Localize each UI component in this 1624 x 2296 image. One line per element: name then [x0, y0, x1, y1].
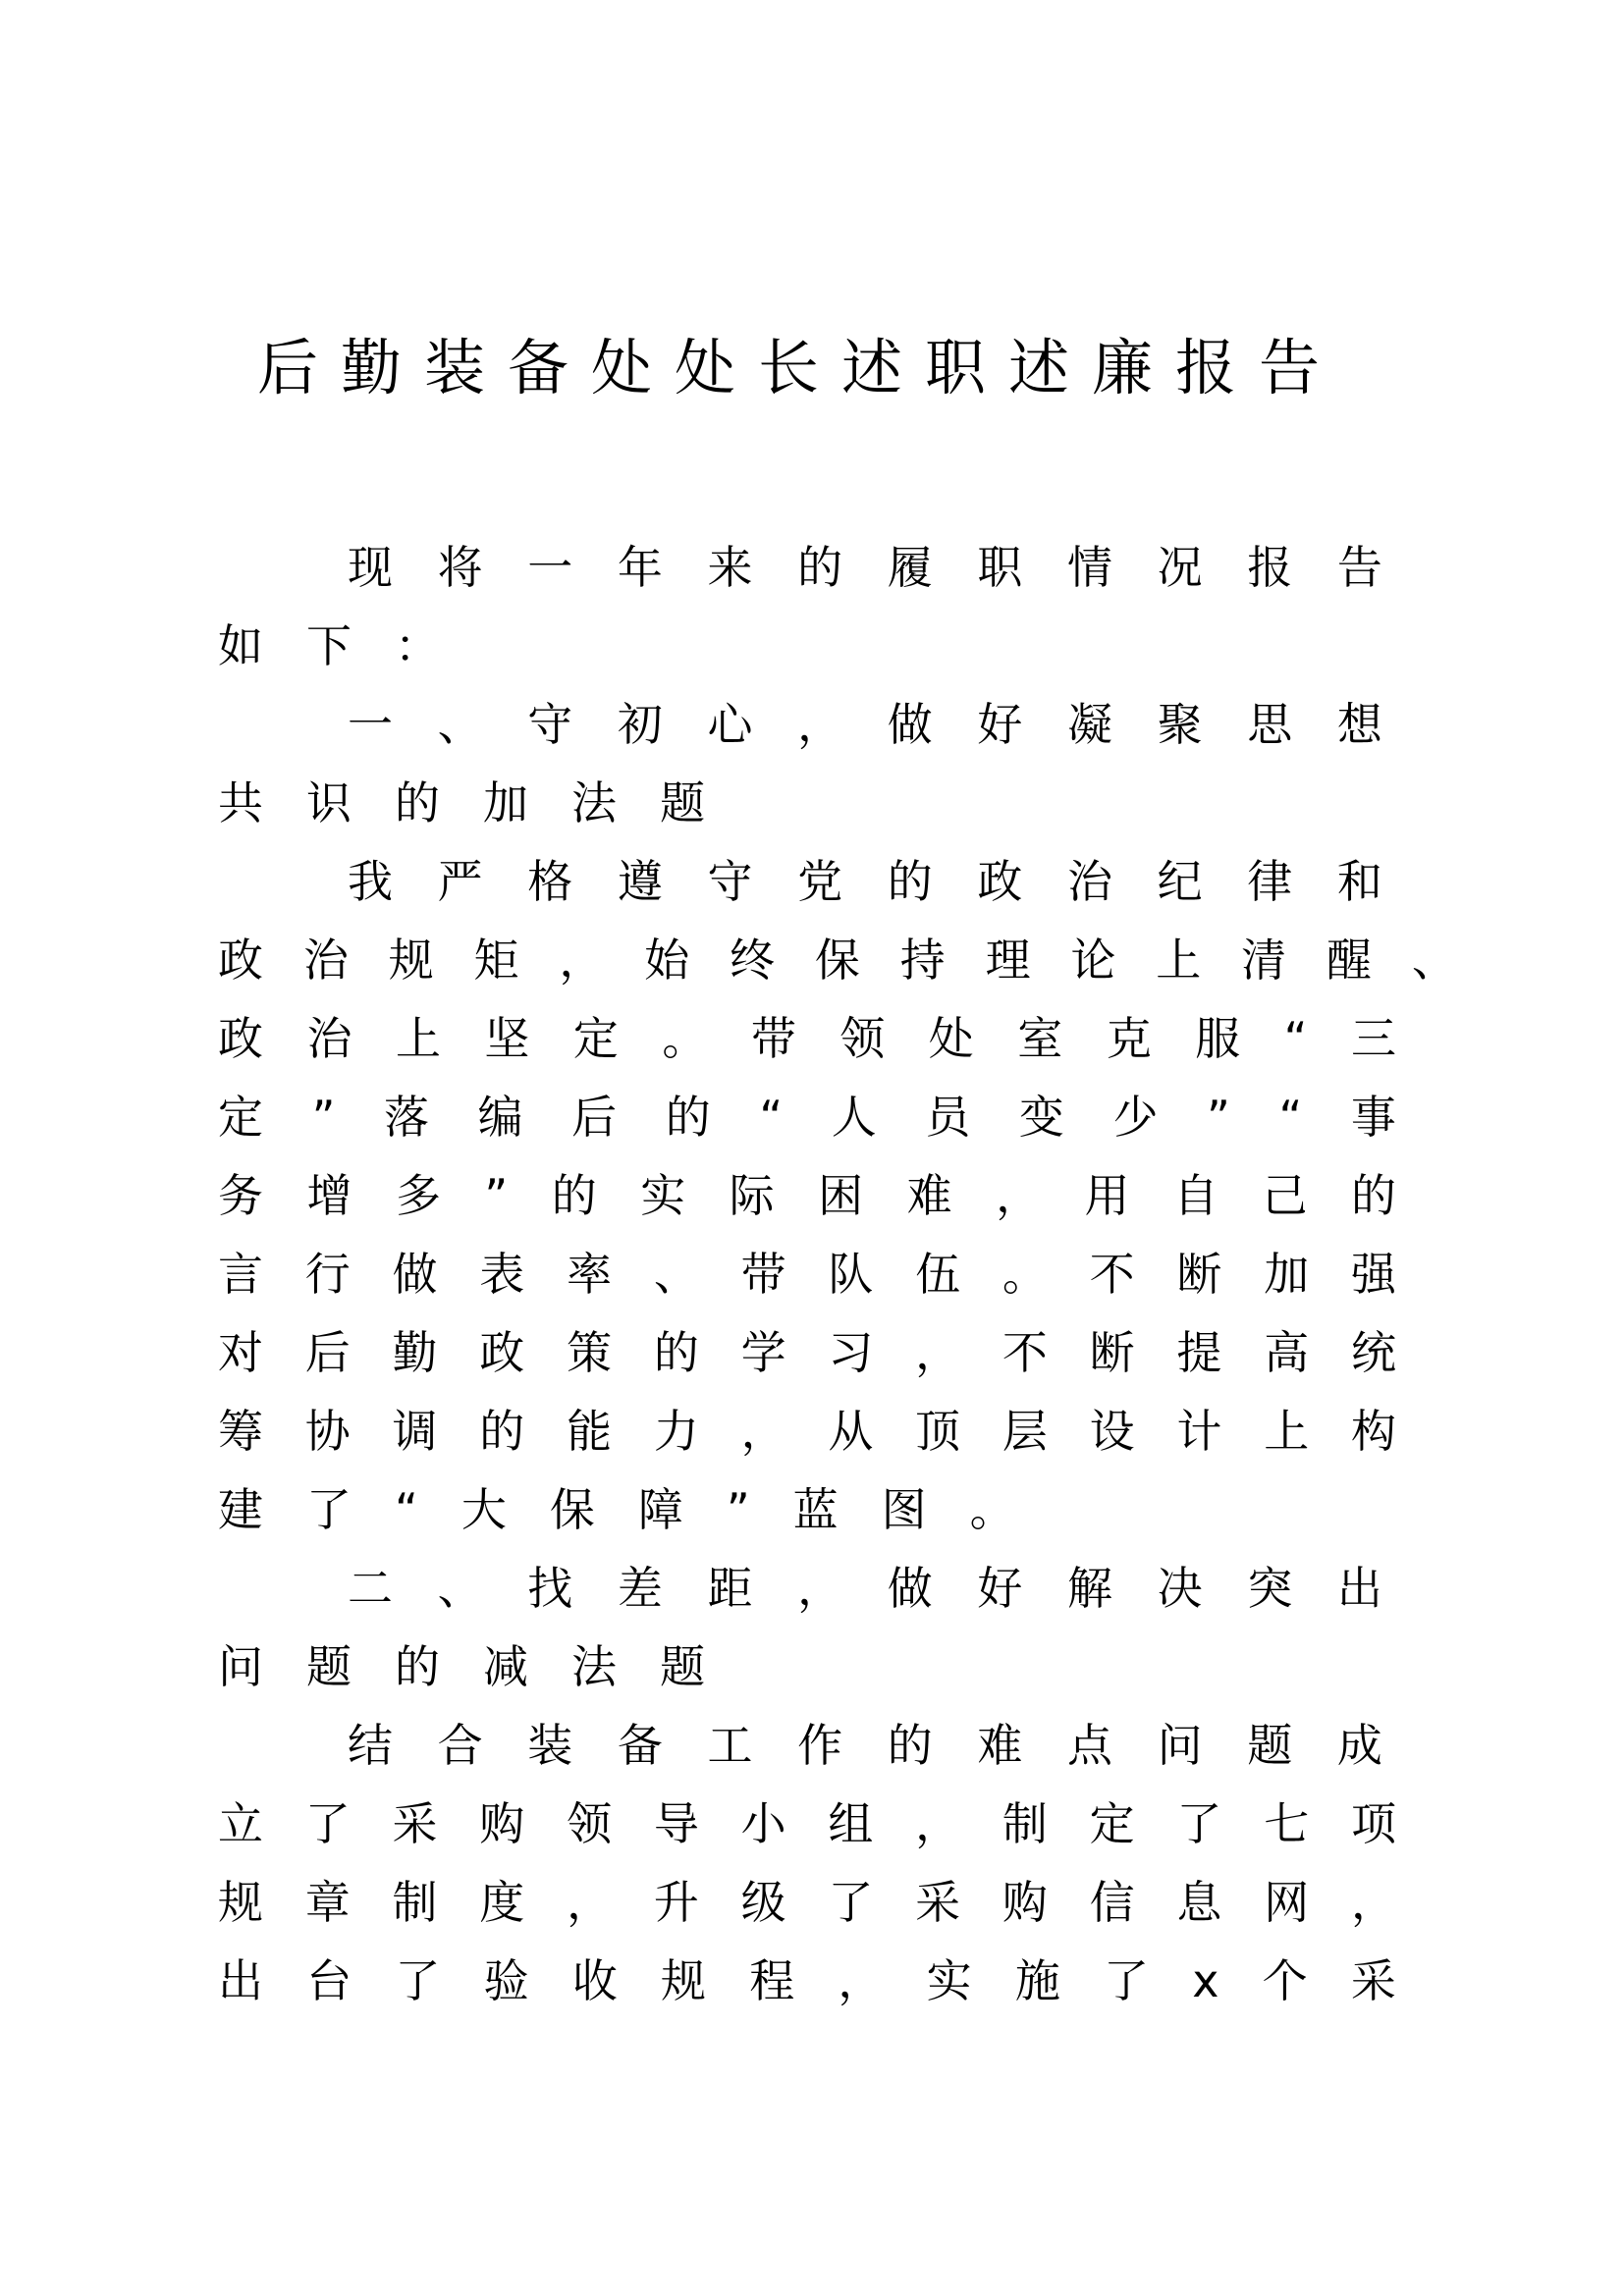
- paragraph-line: 定 ” 落 编 后 的 “ 人 员 变 少 ” “ 事: [218, 1091, 1396, 1144]
- paragraph-line: 建了“大保障”蓝图。: [218, 1483, 1058, 1536]
- paragraph-line: 政 治 规 矩 ， 始 终 保 持 理 论 上 清 醒 、: [218, 934, 1457, 987]
- document-title: 后勤装备处处长述职述廉报告: [257, 332, 1343, 403]
- section-heading-line: 共识的加法题: [218, 776, 748, 829]
- paragraph-line: 对 后 勤 政 策 的 学 习 ， 不 断 提 高 统: [218, 1326, 1396, 1379]
- paragraph-line: 务 增 多 ” 的 实 际 困 难 ， 用 自 己 的: [218, 1169, 1396, 1222]
- paragraph-line: 立 了 采 购 领 导 小 组 ， 制 定 了 七 项: [218, 1797, 1396, 1850]
- paragraph-line: 政 治 上 坚 定 。 带 领 处 室 克 服 “ 三: [218, 1012, 1396, 1065]
- paragraph-line: 出 台 了 验 收 规 程 ， 实 施 了 x 个 采: [218, 1954, 1396, 2007]
- section-heading-line: 问题的减法题: [218, 1640, 748, 1693]
- paragraph-line: 筹 协 调 的 能 力 ， 从 顶 层 设 计 上 构: [218, 1405, 1396, 1458]
- paragraph-line: 结 合 装 备 工 作 的 难 点 问 题 成: [348, 1719, 1382, 1772]
- paragraph-line: 规 章 制 度 ， 升 级 了 采 购 信 息 网 ，: [218, 1876, 1396, 1929]
- paragraph-line: 言 行 做 表 率 、 带 队 伍 。 不 断 加 强: [218, 1248, 1396, 1301]
- section-heading-line: 一 、 守 初 心 ， 做 好 凝 聚 思 想: [348, 698, 1382, 751]
- paragraph-line: 我 严 格 遵 守 党 的 政 治 纪 律 和: [348, 855, 1382, 908]
- section-heading-line: 二 、 找 差 距 ， 做 好 解 决 突 出: [348, 1562, 1382, 1615]
- paragraph-line: 现 将 一 年 来 的 履 职 情 况 报 告: [348, 541, 1382, 594]
- paragraph-line: 如下：: [218, 619, 483, 672]
